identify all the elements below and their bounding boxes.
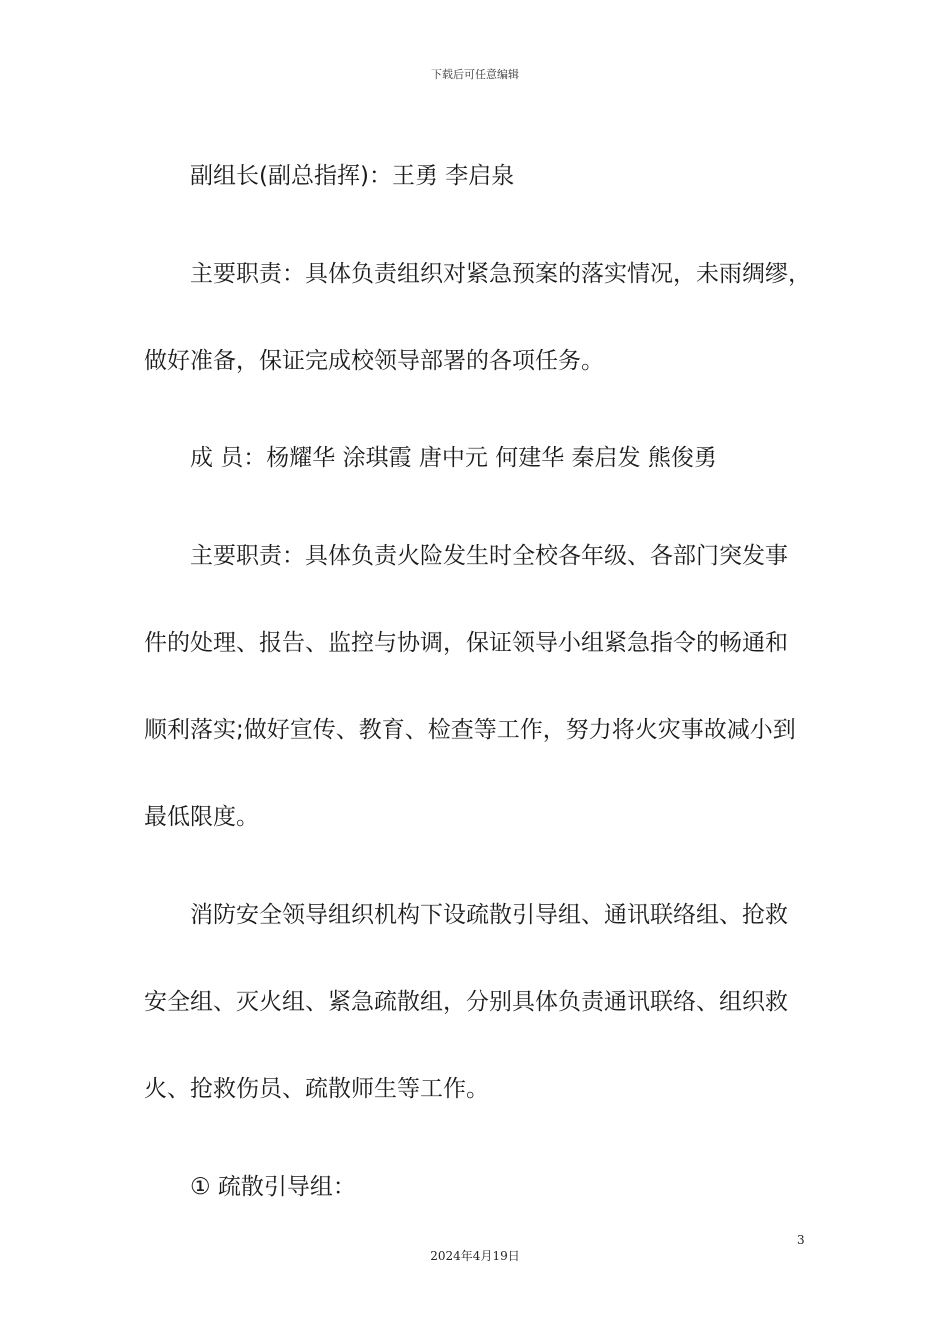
paragraph-line: 顺利落实;做好宣传、教育、检查等工作，努力将火灾事故减小到 [144, 717, 796, 743]
deputy-leader-line: 副组长(副总指挥)：王勇 李启泉 [190, 163, 515, 189]
paragraph-line: 件的处理、报告、监控与协调，保证领导小组紧急指令的畅通和 [144, 630, 788, 656]
section-heading: ① 疏散引导组： [190, 1174, 356, 1200]
paragraph-line: 消防安全领导组织机构下设疏散引导组、通讯联络组、抢救 [190, 902, 788, 928]
paragraph-line: 火、抢救伤员、疏散师生等工作。 [144, 1076, 489, 1102]
members-line: 成 员：杨耀华 涂琪霞 唐中元 何建华 秦启发 熊俊勇 [190, 445, 717, 471]
page-header: 下载后可任意编辑 [431, 68, 519, 81]
paragraph-line: 主要职责：具体负责火险发生时全校各年级、各部门突发事 [190, 543, 788, 569]
page-number: 3 [797, 1233, 805, 1247]
paragraph-line: 安全组、灭火组、紧急疏散组，分别具体负责通讯联络、组织救 [144, 989, 788, 1015]
paragraph-line: 最低限度。 [144, 804, 259, 830]
paragraph-line: 做好准备，保证完成校领导部署的各项任务。 [144, 348, 604, 374]
paragraph-line: 主要职责：具体负责组织对紧急预案的落实情况，未雨绸缪， [190, 261, 811, 287]
footer-date: 2024年4月19日 [430, 1249, 520, 1263]
